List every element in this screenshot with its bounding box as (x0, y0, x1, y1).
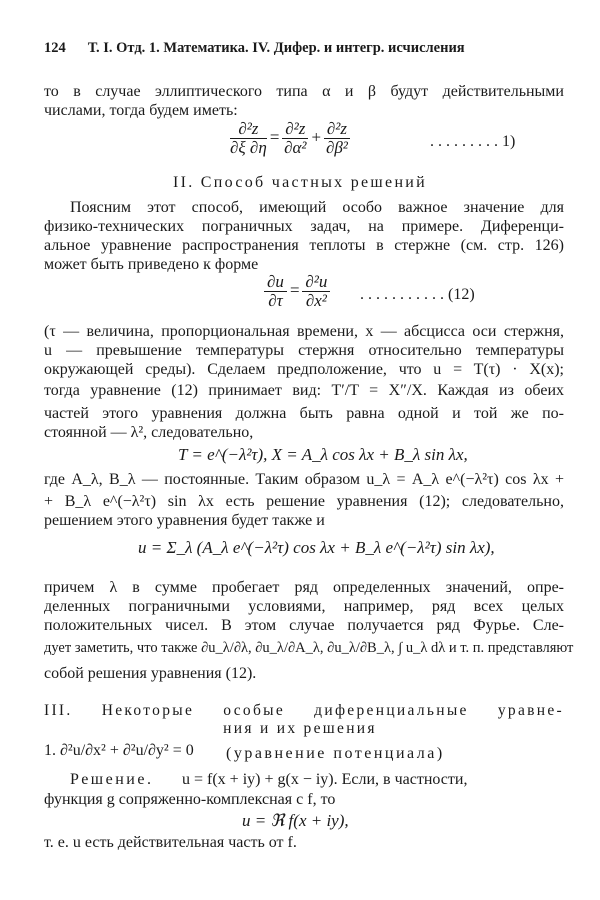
section-2-para-3-line-1: где A_λ, B_λ — постоянные. Таким образом u_λ = A_λ e^(−λ²τ) cos λx + (44, 471, 564, 488)
section-2-para-4-line-4: дует заметить, что также ∂u_λ/∂λ, ∂u_λ/∂A_λ, ∂u_λ/∂B_λ, ∫ u_λ dλ и т. п. представляют (44, 640, 574, 656)
running-title: Т. I. Отд. 1. Математика. IV. Дифер. и интегр. исчисления (87, 40, 465, 56)
equation-12-tag: . . . . . . . . . . . (12) (360, 286, 475, 303)
item-1-equation: 1. ∂²u/∂x² + ∂²u/∂y² = 0 (44, 742, 194, 759)
section-2-para-2-line-1: (τ — величина, пропорциональная времени, x — абсцисса оси стержня, (44, 323, 564, 340)
section-2-para-1-line-2: физико-технических пограничных задач, на примере. Диференци- (44, 218, 564, 235)
section-3-title-line-1: III. Некоторые особые диференциальные уравне- (44, 702, 564, 719)
equation-real-part: u = ℜ f(x + iy), (242, 811, 349, 830)
equation-sum: u = Σ_λ (A_λ e^(−λ²τ) cos λx + B_λ e^(−λ²τ) sin λx), (138, 538, 495, 557)
section-2-para-2-line-5: частей этого уравнения должна быть равна одной и той же по- (44, 405, 564, 422)
running-header (44, 40, 564, 57)
section-2-para-4-line-1: причем λ в сумме пробегает ряд определенных значений, опре- (44, 579, 564, 596)
section-2-para-1-line-3: альное уравнение распространения теплоты в стержне (см. стр. 126) (44, 237, 564, 254)
section-2-para-2-line-6: стоянной — λ², следовательно, (44, 424, 254, 441)
section-2-para-2-line-4: тогда уравнение (12) принимает вид: T′/T = X″/X. Каждая из обеих (44, 382, 564, 399)
equation-12: $\frac{\partial u}{\partial\tau}$ = $\frac{\text{∂²u}}{\text{∂x²}}$ (262, 273, 332, 310)
equation-T-X: T = e^(−λ²τ), X = A_λ cos λx + B_λ sin λx, (178, 445, 468, 464)
section-2-para-1-line-1: Поясним этот способ, имеющий особо важное значение для (70, 199, 564, 216)
section-2-para-2-line-3: окружающей среды). Сделаем предположение, что u = T(τ) · X(x); (44, 361, 564, 378)
item-1-name: (уравнение потенциала) (226, 745, 445, 762)
intro-line-1: то в случае эллиптического типа α и β будут действительными (44, 83, 564, 100)
section-2-title: II. Способ частных решений (172, 174, 428, 191)
equation-1: $\frac{\text{∂²z}}{\partial\xi \partial\eta}$ = $\frac{\text{∂²z}}{\text{∂α²}}$ + $\frac{\text{∂²z}}{\text{∂β²}}$ (228, 120, 352, 157)
section-2-para-2-line-2: u — превышение температуры стержня относительно температуры (44, 342, 564, 359)
section-2-para-4-line-5: собой решения уравнения (12). (44, 665, 257, 682)
section-2-para-3-line-2: + B_λ e^(−λ²τ) sin λx есть решение уравнения (12); следовательно, (44, 493, 564, 510)
equation-1-tag: . . . . . . . . . 1) (430, 133, 516, 150)
section-2-para-1-line-4: может быть приведено к форме (44, 256, 259, 273)
page-number: 124 (44, 40, 66, 56)
intro-line-2: числами, тогда будем иметь: (44, 102, 238, 119)
section-2-para-3-line-3: решением этого уравнения будет также и (44, 512, 325, 529)
last-line: т. е. u есть действительная часть от f. (44, 834, 297, 851)
solution-text: u = f(x + iy) + g(x − iy). Если, в частности, (182, 771, 468, 788)
solution-label: Решение. (70, 771, 154, 788)
section-2-para-4-line-3: положительных чисел. В этом случае получается ряд Фурье. Сле- (44, 617, 564, 634)
conjugate-line: функция g сопряженно-комплексная с f, то (44, 791, 336, 808)
section-3-title-line-2: ния и их решения (223, 720, 377, 737)
section-2-para-4-line-2: деленных пограничными условиями, например, ряд всех целых (44, 598, 564, 615)
